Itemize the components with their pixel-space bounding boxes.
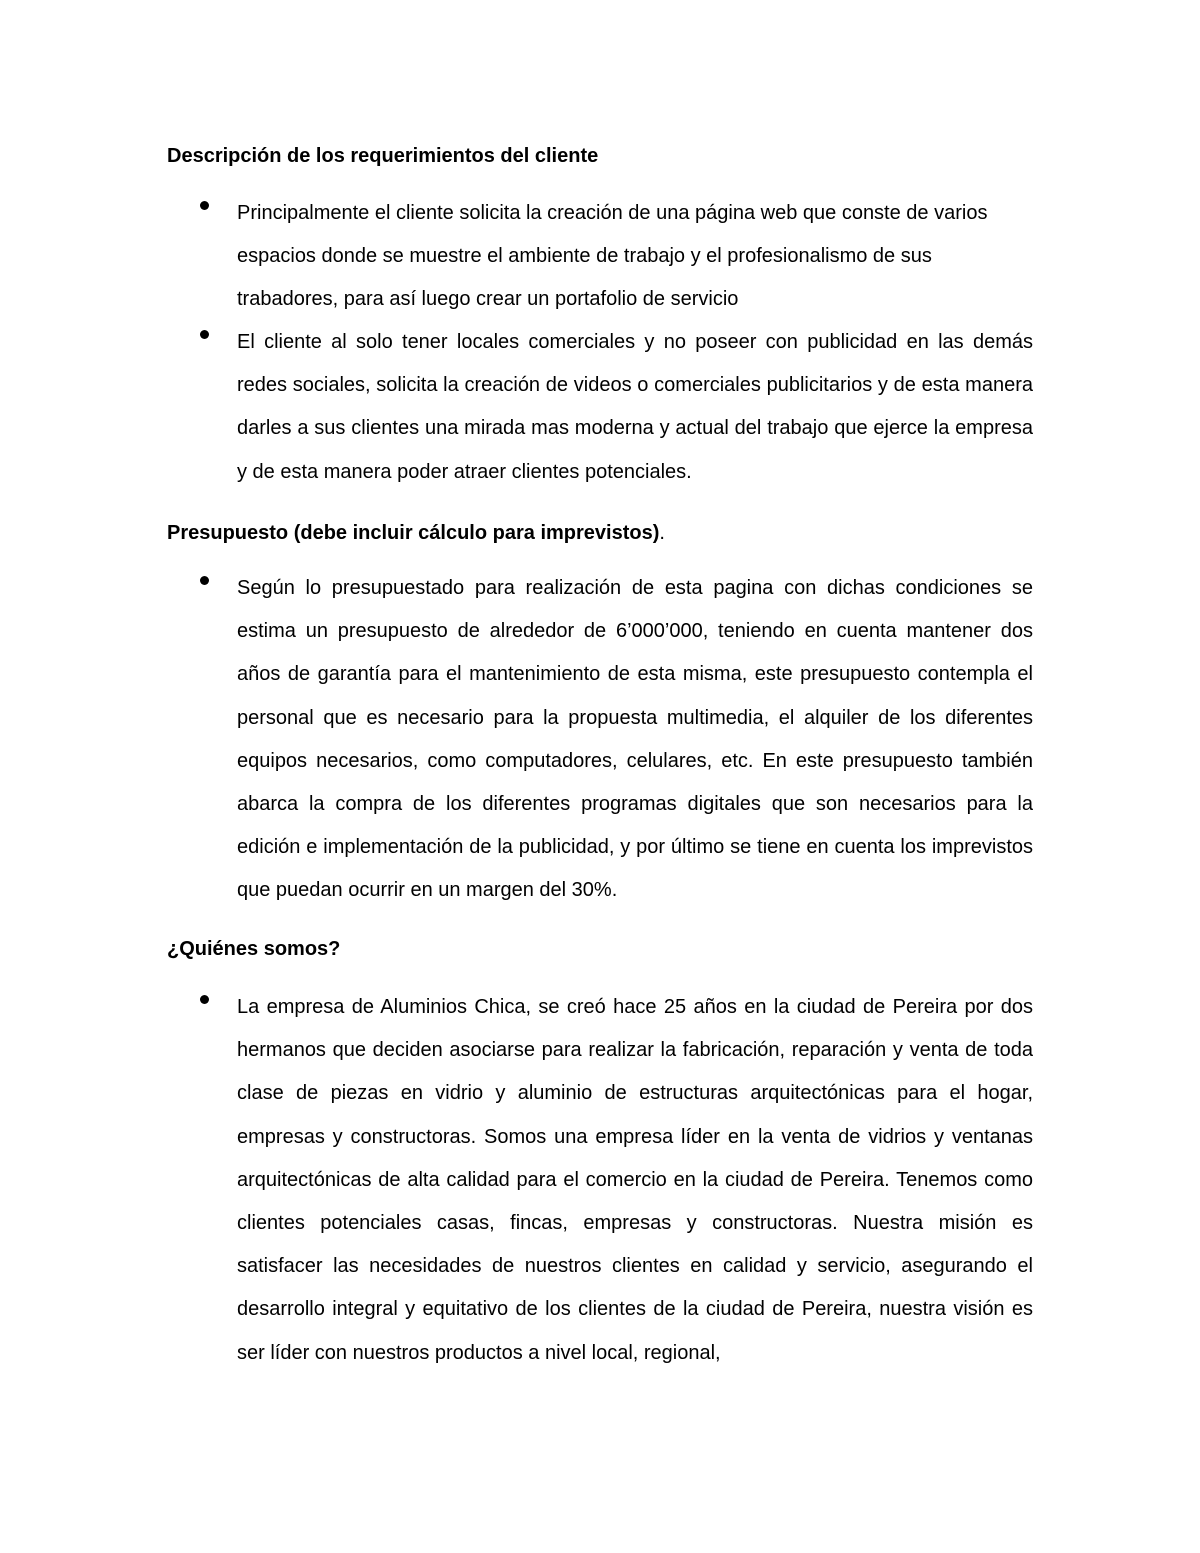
heading-trail: .	[659, 522, 665, 544]
list-item	[237, 986, 1033, 1375]
section-heading-budget	[167, 519, 665, 547]
heading-text: ¿Quiénes somos?	[167, 938, 341, 960]
heading-text: Presupuesto (debe incluir cálculo para imprevistos)	[167, 522, 660, 544]
bullet-icon	[200, 995, 209, 1004]
bullet-icon	[200, 576, 209, 585]
list-item-text: La empresa de Aluminios Chica, se creó hace 25 años en la ciudad de Pereira por dos hermanos que deciden asociarse para realizar la fabricación, reparación y venta de toda clase de piezas en vidrio y aluminio de estructuras arquitectónicas para el hogar, empresas y constructoras. Somos una empresa líder en la venta de vidrios y ventanas arquitectónicas de alta calidad para el comercio en la ciudad de Pereira. Tenemos como clientes potenciales casas, fincas, empresas y constructoras. Nuestra misión es satisfacer las necesidades de nuestros clientes en calidad y servicio, asegurando el desarrollo integral y equitativo de los clientes de la ciudad de Pereira, nuestra visión es ser líder con nuestros productos a nivel local, regional,	[237, 996, 1033, 1364]
list-item	[237, 192, 1033, 322]
bullet-icon	[200, 201, 209, 210]
list-item	[237, 321, 1033, 494]
bullet-icon	[200, 330, 209, 339]
list-item-text: Principalmente el cliente solicita la creación de una página web que conste de varios espacios donde se muestre el ambiente de trabajo y el profesionalismo de sus trabadores, para así luego crear un portafolio de servicio	[237, 202, 988, 311]
list-item	[237, 567, 1033, 913]
heading-text: Descripción de los requerimientos del cliente	[167, 145, 599, 167]
list-item-text: El cliente al solo tener locales comerciales y no poseer con publicidad en las demás redes sociales, solicita la creación de videos o comerciales publicitarios y de esta manera darles a sus clientes una mirada mas moderna y actual del trabajo que ejerce la empresa y de esta manera poder atraer clientes potenciales.	[237, 331, 1033, 483]
section-heading-requirements	[167, 142, 598, 170]
list-item-text: Según lo presupuestado para realización de esta pagina con dichas condiciones se estima un presupuesto de alrededor de 6’000’000, teniendo en cuenta mantener dos años de garantía para el mantenimiento de esta misma, este presupuesto contempla el personal que es necesario para la propuesta multimedia, el alquiler de los diferentes equipos necesarios, como computadores, celulares, etc. En este presupuesto también abarca la compra de los diferentes programas digitales que son necesarios para la edición e implementación de la publicidad, y por último se tiene en cuenta los imprevistos que puedan ocurrir en un margen del 30%.	[237, 577, 1033, 902]
section-heading-about-us	[167, 935, 340, 963]
